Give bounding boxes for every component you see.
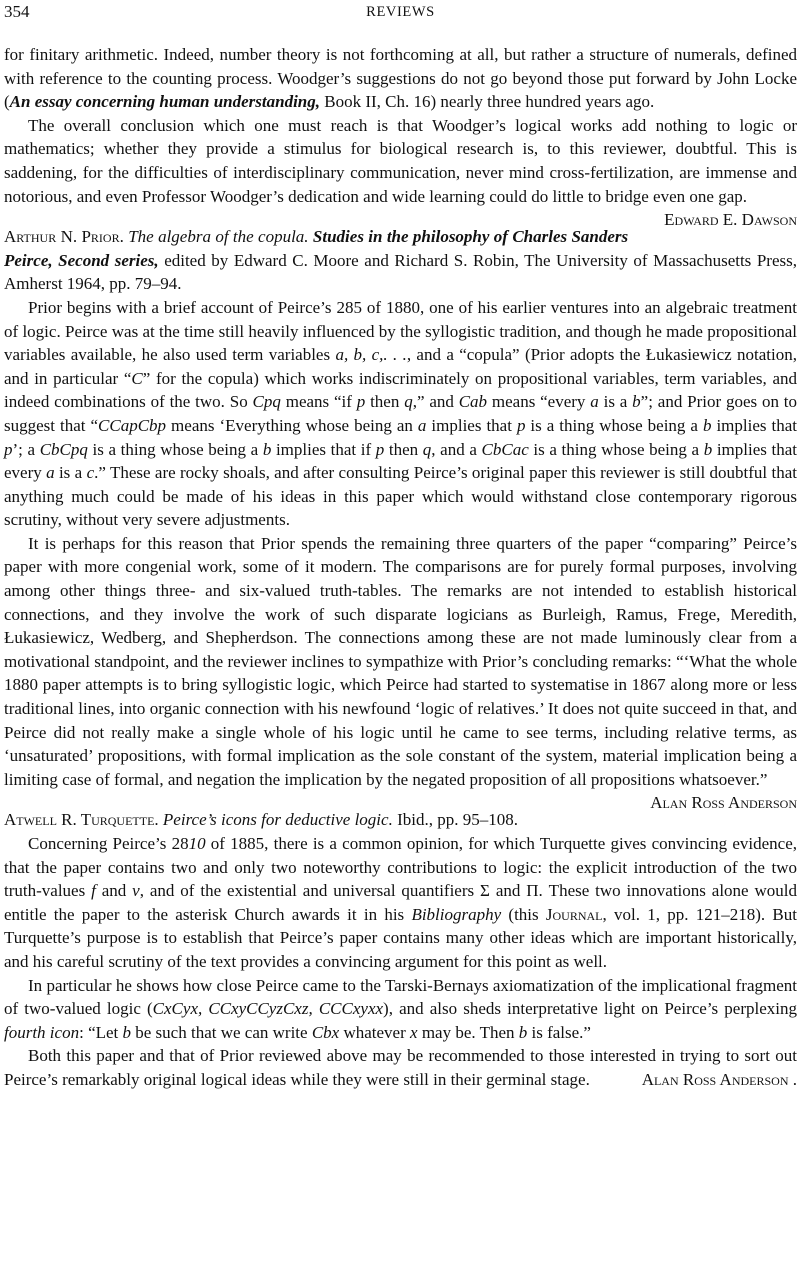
page-body: [4, 43, 797, 1092]
reviewer-signature: Edward E. Dawson: [664, 210, 797, 230]
reviewed-series: Studies in the philosophy of Charles Sanders Peirce, Second series,: [4, 227, 629, 270]
citation: edited by Edward C. Moore and Richard S. Robin, The University of Massachusetts Press, Amherst 1964, pp. 79–94.: [4, 250, 797, 294]
reviewer-signature: Alan Ross Anderson: [650, 793, 797, 813]
review-turquette-paragraph-3: Both this paper and that of Prior reviewed above may be recommended to those interested in trying to sort out Peirce’s remarkably original logical ideas while they were still in their germinal stage. Alan Ross Anderson .: [4, 1044, 797, 1091]
review-turquette-paragraph-1: Concerning Peirce’s 2810 of 1885, there is a common opinion, for which Turquette gives convincing evidence, that the paper contains two and only two noteworthy contributions to logic: the explicit introduction of the two truth-values f and v, and of the existential and universal quantifiers Σ and Π. These two innovations alone would entitle the paper to the asterisk Church awards it in his Bibliography (this Journal, vol. 1, pp. 121–218). But Turquette’s purpose is to establish that Peirce’s paper contains many other ideas which are important historically, and his careful scrutiny of the text provides a convincing argument for this point as well.: [4, 834, 797, 971]
review-woodger-paragraph-1: for finitary arithmetic. Indeed, number theory is not forthcoming at all, but rather a structure of numerals, defined with reference to the counting process. Woodger’s suggestions do not go beyond those put forward by John Locke (An essay concerning human understanding, Book II, Ch. 16) nearly three hundred years ago.: [4, 45, 797, 112]
running-head: REVIEWS: [366, 4, 435, 20]
reviewer-signature: Alan Ross Anderson .: [641, 1069, 797, 1089]
reviewed-author: Atwell R. Turquette.: [4, 810, 159, 830]
citation: Ibid., pp. 95–108.: [392, 810, 518, 830]
reviewed-title: Peirce’s icons for deductive logic.: [162, 810, 393, 830]
reviewed-title: The algebra of the copula.: [128, 227, 309, 247]
page-number: 354: [4, 2, 30, 21]
book-title: An essay concerning human understanding,: [9, 92, 321, 112]
review-turquette-paragraph-2: In particular he shows how close Peirce came to the Tarski-Bernays axiomatization of the implicational fragment of two-valued logic (CxCyx, CCxyCCyzCxz, CCCxyxx), and also sheds interpretative light on Peirce’s perplexing fourth icon: “Let b be such that we can write Cbx whatever x may be. Then b is false.”: [4, 975, 797, 1042]
review-prior-paragraph-2: It is perhaps for this reason that Prior spends the remaining three quarters of the paper “comparing” Peirce’s paper with more congenial work, some of it modern. The comparisons are for purely formal purposes, involving among other things three- and six-valued truth-tables. The remarks are not intended to establish historical connections, and they involve the work of such disparate logicians as Burleigh, Ramus, Frege, Meredith, Łukasiewicz, Wedberg, and Shepherdson. The connections among these are not made luminously clear from a motivational standpoint, and the reviewer inclines to sympathize with Prior’s concluding remarks: “‘What the whole 1880 paper attempts is to bring syllogistic logic, which Peirce had started to systematise in 1867 along more or less traditional lines, into organic connection with his newfound ‘logic of relatives.’ It does not quite succeed in that, and Peirce did not really make a single whole of his logic until he came to see terms, including relative terms, as ‘unsaturated’ propositions, with formal implication as the sole constant of the system, material implication being a limiting case of formal, and negation the implication by the negated proposition of all propositions whatsoever.” Alan Ross Anderson: [4, 532, 797, 792]
review-prior-paragraph-1: Prior begins with a brief account of Peirce’s 285 of 1880, one of his earlier ventures into an algebraic treatment of logic. Peirce was at the time still heavily influenced by the syllogistic tradition, and though he made propositional variables available, he also used term variables a, b, c,. . ., and a “copula” (Prior adopts the Łukasiewicz notation, and in particular “C” for the copula) which works indiscriminately on propositional variables, term variables, and indeed combinations of the two. So Cpq means “if p then q,” and Cab means “every a is a b”; and Prior goes on to suggest that “CCapCbp means ‘Everything whose being an a implies that p is a thing whose being a b implies that p’; a CbCpq is a thing whose being a b implies that if p then q, and a CbCac is a thing whose being a b implies that every a is a c.” These are rocky shoals, and after consulting Peirce’s original paper this reviewer is still doubtful that anything much could be made of his ideas in this paper which would withstand close contemporary rigorous scrutiny, without very severe adjustments.: [4, 297, 798, 530]
page-header: [4, 2, 797, 22]
review-woodger-paragraph-2: The overall conclusion which one must reach is that Woodger’s logical works add nothing to logic or mathematics; whether they provide a stimulus for biological research is, to this reviewer, doubtful. This is saddening, for the difficulties of interdisciplinary communication, never mind cross-fertilization, are immense and notorious, and even Professor Woodger’s dedication and wide learning could do little to bridge even one gap. Edward E. Dawson: [4, 114, 797, 208]
reviewed-author: Arthur N. Prior.: [4, 227, 124, 247]
review-prior-heading: [4, 225, 797, 296]
